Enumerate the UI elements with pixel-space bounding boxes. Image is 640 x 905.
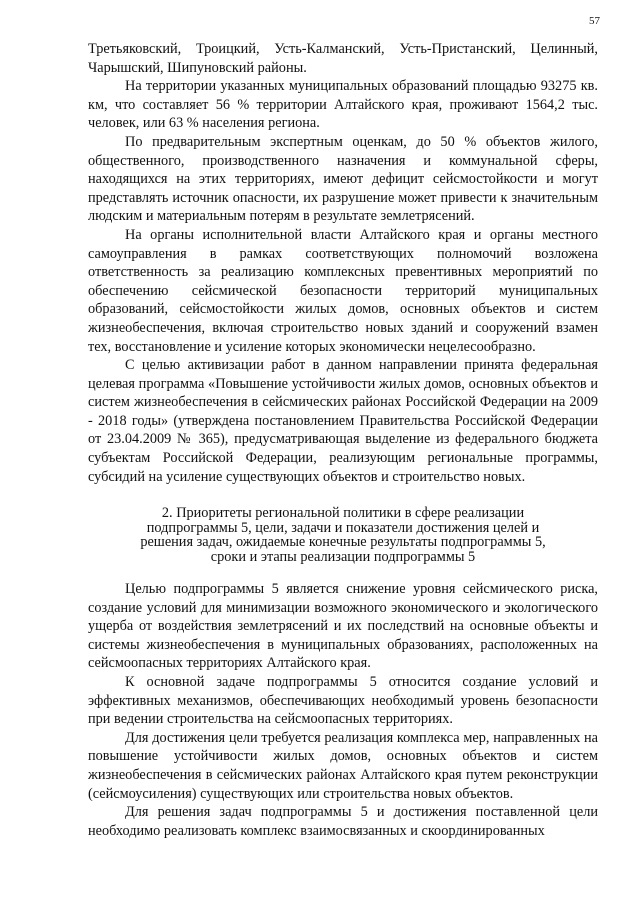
text-section-bottom (88, 580, 598, 840)
section-heading (88, 506, 598, 564)
heading-line: решения задач, ожидаемые конечные результаты подпрограммы 5, (140, 534, 546, 551)
paragraph-authorities-responsibility: На органы исполнительной власти Алтайского края и органы местного самоуправления в рамках соответствующих полномочий возложена ответственность за реализацию комплексных превентивных мероприятий по обеспечению сейсмической безопасности территорий муниципальных образований, сейсмостойкости жилых домов, основных объектов и систем жизнеобеспечения, включая строительство новых зданий и сооружений взамен тех, восстановление и усиление которых экономически нецелесообразно. (88, 226, 598, 355)
paragraph-continuation: Третьяковский, Троицкий, Усть-Калманский, Усть-Пристанский, Целинный, Чарышский, Шипуновский районы. (88, 41, 598, 76)
paragraph-main-task: К основной задаче подпрограммы 5 относится создание условий и эффективных механизмов, обеспечивающих необходимый уровень безопасности при ведении строительства на сейсмоопасных территориях. (88, 673, 598, 728)
paragraph-territory-area: На территории указанных муниципальных образований площадью 93275 кв. км, что составляет 56 % территории Алтайского края, проживают 1564,2 тыс. человек, или 63 % населения региона. (88, 78, 598, 132)
paragraph-federal-program: С целью активизации работ в данном направлении принята федеральная целевая программа «Повышение устойчивости жилых домов, основных объектов и систем жизнеобеспечения в сейсмических районах Российской Федерации на 2009 - 2018 годы» (утверждена постановлением Правительства Российской Федерации от 23.04.2009 № 365), предусматривающая выделение из федерального бюджета субъектам Российской Федерации, реализующим региональные программы, субсидий на усиление существующих объектов и строительство новых. (88, 357, 598, 485)
page-number: 57 (589, 15, 600, 27)
text-section-top (88, 40, 598, 486)
heading-line: 2. Приоритеты региональной политики в сфере реализации (161, 505, 525, 521)
heading-line: сроки и этапы реализации подпрограммы 5 (210, 548, 476, 565)
paragraph-goal: Целью подпрограммы 5 является снижение уровня сейсмического риска, создание условий для минимизации возможного экономического и экологического ущерба от воздействия землетрясений и их последствий на основные объекты и системы жизнеобеспечения в муниципальных образованиях, расположенных на сейсмоопасных территориях Алтайского края. (88, 581, 598, 672)
paragraph-solution: Для решения задач подпрограммы 5 и достижения поставленной цели необходимо реализовать комплекс взаимосвязанных и скоординированных (88, 804, 598, 839)
paragraph-measures: Для достижения цели требуется реализация комплекса мер, направленных на повышение устойчивости жилых домов, основных объектов и систем жизнеобеспечения в сейсмических районах Алтайского края путем реконструкции (сейсмоусиления) существующих или строительства новых объектов. (88, 729, 598, 802)
heading-line: подпрограммы 5, цели, задачи и показатели достижения целей и (146, 519, 540, 536)
paragraph-expert-estimates: По предварительным экспертным оценкам, до 50 % объектов жилого, общественного, производственного назначения и коммунальной сферы, находящихся на этих территориях, имеют дефицит сейсмостойкости и могут представлять источник опасности, их разрушение может привести к значительным людским и материальным потерям в результате землетрясений. (88, 133, 598, 225)
